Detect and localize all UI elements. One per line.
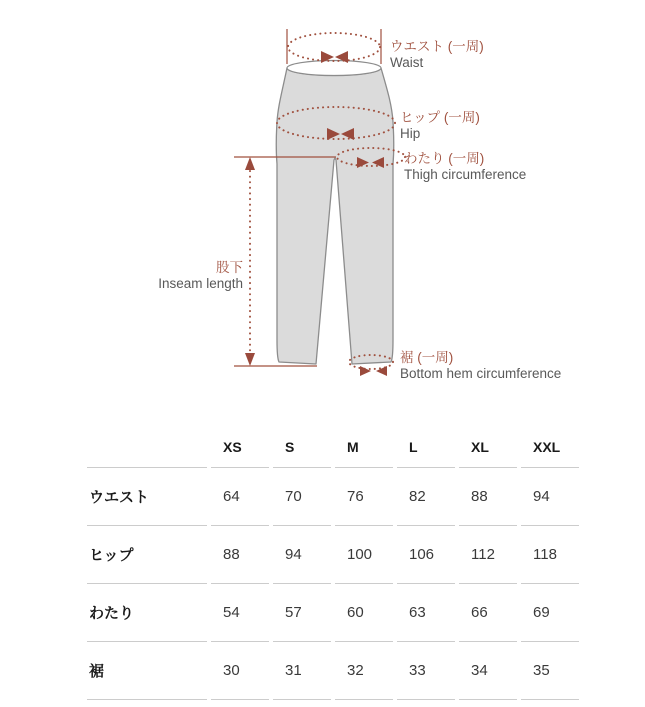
waistband-opening bbox=[287, 61, 381, 76]
waist-value-xl: 88 bbox=[459, 468, 517, 526]
inseam-label-jp: 股下 bbox=[216, 260, 243, 275]
thigh-label-jp: わたり (一周) bbox=[404, 151, 485, 166]
row-label-thigh: わたり bbox=[87, 584, 207, 642]
waist-value-s: 70 bbox=[273, 468, 331, 526]
waist-measure-ellipse bbox=[288, 33, 380, 61]
thigh-value-xl: 66 bbox=[459, 584, 517, 642]
hem-value-xl: 34 bbox=[459, 642, 517, 700]
size-col-header-l: L bbox=[397, 427, 455, 468]
size-table-header-row bbox=[87, 427, 579, 468]
waist-value-l: 82 bbox=[397, 468, 455, 526]
hip-value-xxl: 118 bbox=[521, 526, 579, 584]
table-row-thigh bbox=[87, 584, 579, 642]
size-table-container bbox=[83, 427, 583, 700]
table-row-hem bbox=[87, 642, 579, 700]
size-col-header-s: S bbox=[273, 427, 331, 468]
hip-label-jp: ヒップ (一周) bbox=[400, 110, 480, 125]
hem-value-m: 32 bbox=[335, 642, 393, 700]
row-label-hem: 裾 bbox=[87, 642, 207, 700]
waist-label-jp: ウエスト (一周) bbox=[390, 39, 484, 54]
row-label-hip: ヒップ bbox=[87, 526, 207, 584]
thigh-value-xxl: 69 bbox=[521, 584, 579, 642]
hip-value-l: 106 bbox=[397, 526, 455, 584]
row-label-waist: ウエスト bbox=[87, 468, 207, 526]
thigh-value-l: 63 bbox=[397, 584, 455, 642]
size-col-header-xs: XS bbox=[211, 427, 269, 468]
thigh-label-en: Thigh circumference bbox=[404, 167, 527, 182]
waist-label-en: Waist bbox=[390, 55, 424, 70]
hem-arrow-left-icon bbox=[376, 366, 387, 376]
hem-value-xs: 30 bbox=[211, 642, 269, 700]
size-table bbox=[83, 427, 583, 700]
hem-label-en: Bottom hem circumference bbox=[400, 366, 562, 381]
hip-value-m: 100 bbox=[335, 526, 393, 584]
inseam-arrow-down-icon bbox=[245, 353, 255, 366]
waist-value-m: 76 bbox=[335, 468, 393, 526]
thigh-value-xs: 54 bbox=[211, 584, 269, 642]
thigh-value-m: 60 bbox=[335, 584, 393, 642]
waist-value-xxl: 94 bbox=[521, 468, 579, 526]
table-row-hip bbox=[87, 526, 579, 584]
hip-value-s: 94 bbox=[273, 526, 331, 584]
table-row-waist bbox=[87, 468, 579, 526]
inseam-label-en: Inseam length bbox=[158, 276, 243, 291]
thigh-value-s: 57 bbox=[273, 584, 331, 642]
hip-value-xs: 88 bbox=[211, 526, 269, 584]
hem-value-xxl: 35 bbox=[521, 642, 579, 700]
size-col-header-m: M bbox=[335, 427, 393, 468]
hip-label-en: Hip bbox=[400, 126, 421, 141]
hem-value-s: 31 bbox=[273, 642, 331, 700]
hem-value-l: 33 bbox=[397, 642, 455, 700]
hip-value-xl: 112 bbox=[459, 526, 517, 584]
waist-value-xs: 64 bbox=[211, 468, 269, 526]
size-col-header-xxl: XXL bbox=[521, 427, 579, 468]
hem-label-jp: 裾 (一周) bbox=[400, 350, 454, 365]
size-col-header-xl: XL bbox=[459, 427, 517, 468]
corner-cell bbox=[87, 427, 207, 468]
hem-arrow-right-icon bbox=[360, 366, 371, 376]
inseam-arrow-up-icon bbox=[245, 157, 255, 170]
